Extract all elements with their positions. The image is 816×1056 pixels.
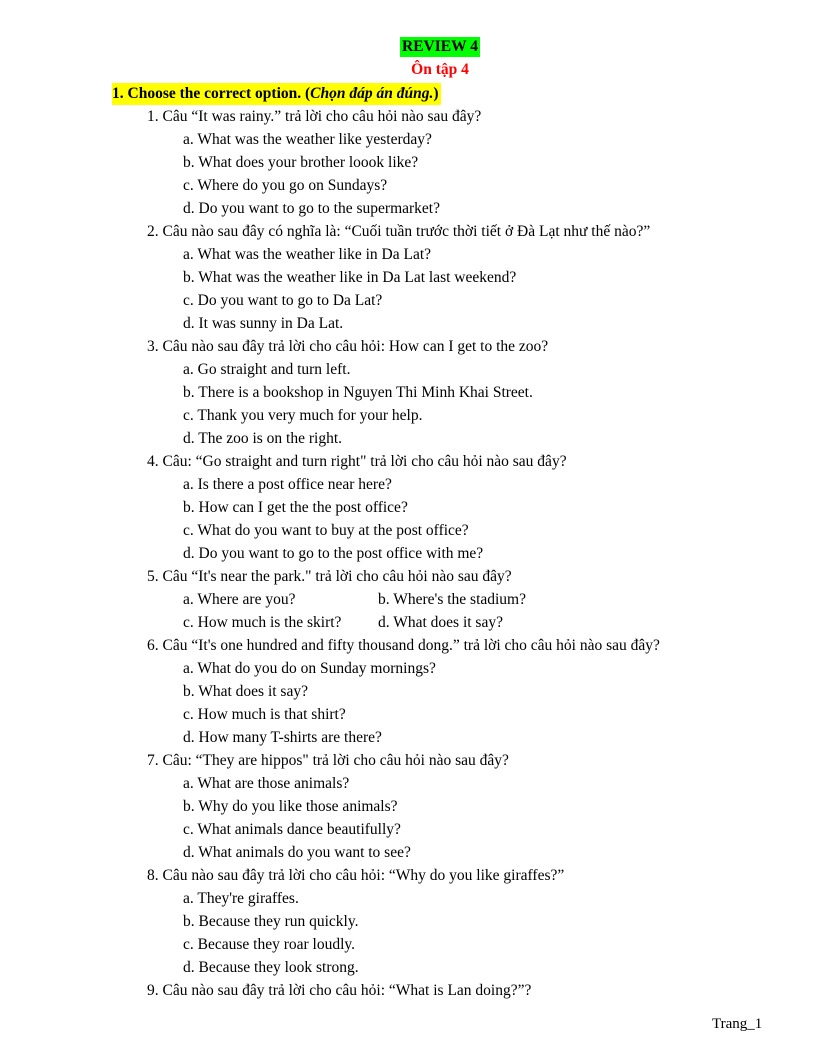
option-row-5ab [147, 588, 787, 611]
option-4b: b. How can I get the the post office? [183, 499, 408, 516]
option-3a: a. Go straight and turn left. [183, 361, 351, 378]
subtitle-wrap [0, 60, 816, 80]
question-3: 3. Câu nào sau đây trả lời cho câu hỏi: How can I get to the zoo? [147, 338, 549, 355]
page-number: Trang_1 [712, 1016, 763, 1032]
question-7: 7. Câu: “They are hippos" trả lời cho câu hỏi nào sau đây? [147, 752, 509, 769]
option-2d: d. It was sunny in Da Lat. [183, 315, 344, 332]
question-8: 8. Câu nào sau đây trả lời cho câu hỏi: “Why do you like giraffes?” [147, 867, 565, 884]
option-3d: d. The zoo is on the right. [183, 430, 342, 447]
option-2c: c. Do you want to go to Da Lat? [183, 292, 383, 309]
option-row-5cd [147, 611, 787, 634]
question-9: 9. Câu nào sau đây trả lời cho câu hỏi: “What is Lan doing?”? [147, 982, 532, 999]
option-8d: d. Because they look strong. [183, 959, 359, 976]
option-3b: b. There is a bookshop in Nguyen Thi Minh Khai Street. [183, 384, 533, 401]
option-5a: a. Where are you? [183, 591, 296, 608]
option-7a: a. What are those animals? [183, 775, 350, 792]
option-7b: b. Why do you like those animals? [183, 798, 398, 815]
section-label: 1. Choose the correct option. ( [112, 85, 311, 102]
option-4c: c. What do you want to buy at the post office? [183, 522, 469, 539]
option-1c: c. Where do you go on Sundays? [183, 177, 388, 194]
option-8b: b. Because they run quickly. [183, 913, 359, 930]
section-heading [112, 83, 441, 105]
option-1b: b. What does your brother loook like? [183, 154, 419, 171]
page-subtitle: Ôn tập 4 [411, 61, 469, 78]
page-title: REVIEW 4 [402, 38, 478, 55]
section-label-end: ) [433, 85, 439, 102]
option-7d: d. What animals do you want to see? [183, 844, 411, 861]
option-6b: b. What does it say? [183, 683, 308, 700]
option-8c: c. Because they roar loudly. [183, 936, 356, 953]
option-8a: a. They're giraffes. [183, 890, 299, 907]
option-5c: c. How much is the skirt? [183, 614, 342, 631]
option-1a: a. What was the weather like yesterday? [183, 131, 432, 148]
option-3c: c. Thank you very much for your help. [183, 407, 423, 424]
question-list [147, 105, 787, 1002]
option-6a: a. What do you do on Sunday mornings? [183, 660, 436, 677]
option-7c: c. What animals dance beautifully? [183, 821, 401, 838]
question-5: 5. Câu “It's near the park." trả lời cho câu hỏi nào sau đây? [147, 568, 512, 585]
option-2a: a. What was the weather like in Da Lat? [183, 246, 432, 263]
option-6c: c. How much is that shirt? [183, 706, 346, 723]
question-1: 1. Câu “It was rainy.” trả lời cho câu hỏi nào sau đây? [147, 108, 482, 125]
option-4d: d. Do you want to go to the post office with me? [183, 545, 484, 562]
option-5b: b. Where's the stadium? [378, 591, 526, 608]
option-4a: a. Is there a post office near here? [183, 476, 392, 493]
title-wrap [0, 37, 816, 57]
question-6: 6. Câu “It's one hundred and fifty thousand dong.” trả lời cho câu hỏi nào sau đây? [147, 637, 660, 654]
option-6d: d. How many T-shirts are there? [183, 729, 382, 746]
section-label-italic: Chọn đáp án đúng. [310, 85, 434, 102]
question-2: 2. Câu nào sau đây có nghĩa là: “Cuối tuần trước thời tiết ở Đà Lạt như thế nào?” [147, 223, 651, 240]
option-2b: b. What was the weather like in Da Lat last weekend? [183, 269, 517, 286]
option-5d: d. What does it say? [378, 614, 503, 631]
option-1d: d. Do you want to go to the supermarket? [183, 200, 440, 217]
question-4: 4. Câu: “Go straight and turn right" trả lời cho câu hỏi nào sau đây? [147, 453, 567, 470]
